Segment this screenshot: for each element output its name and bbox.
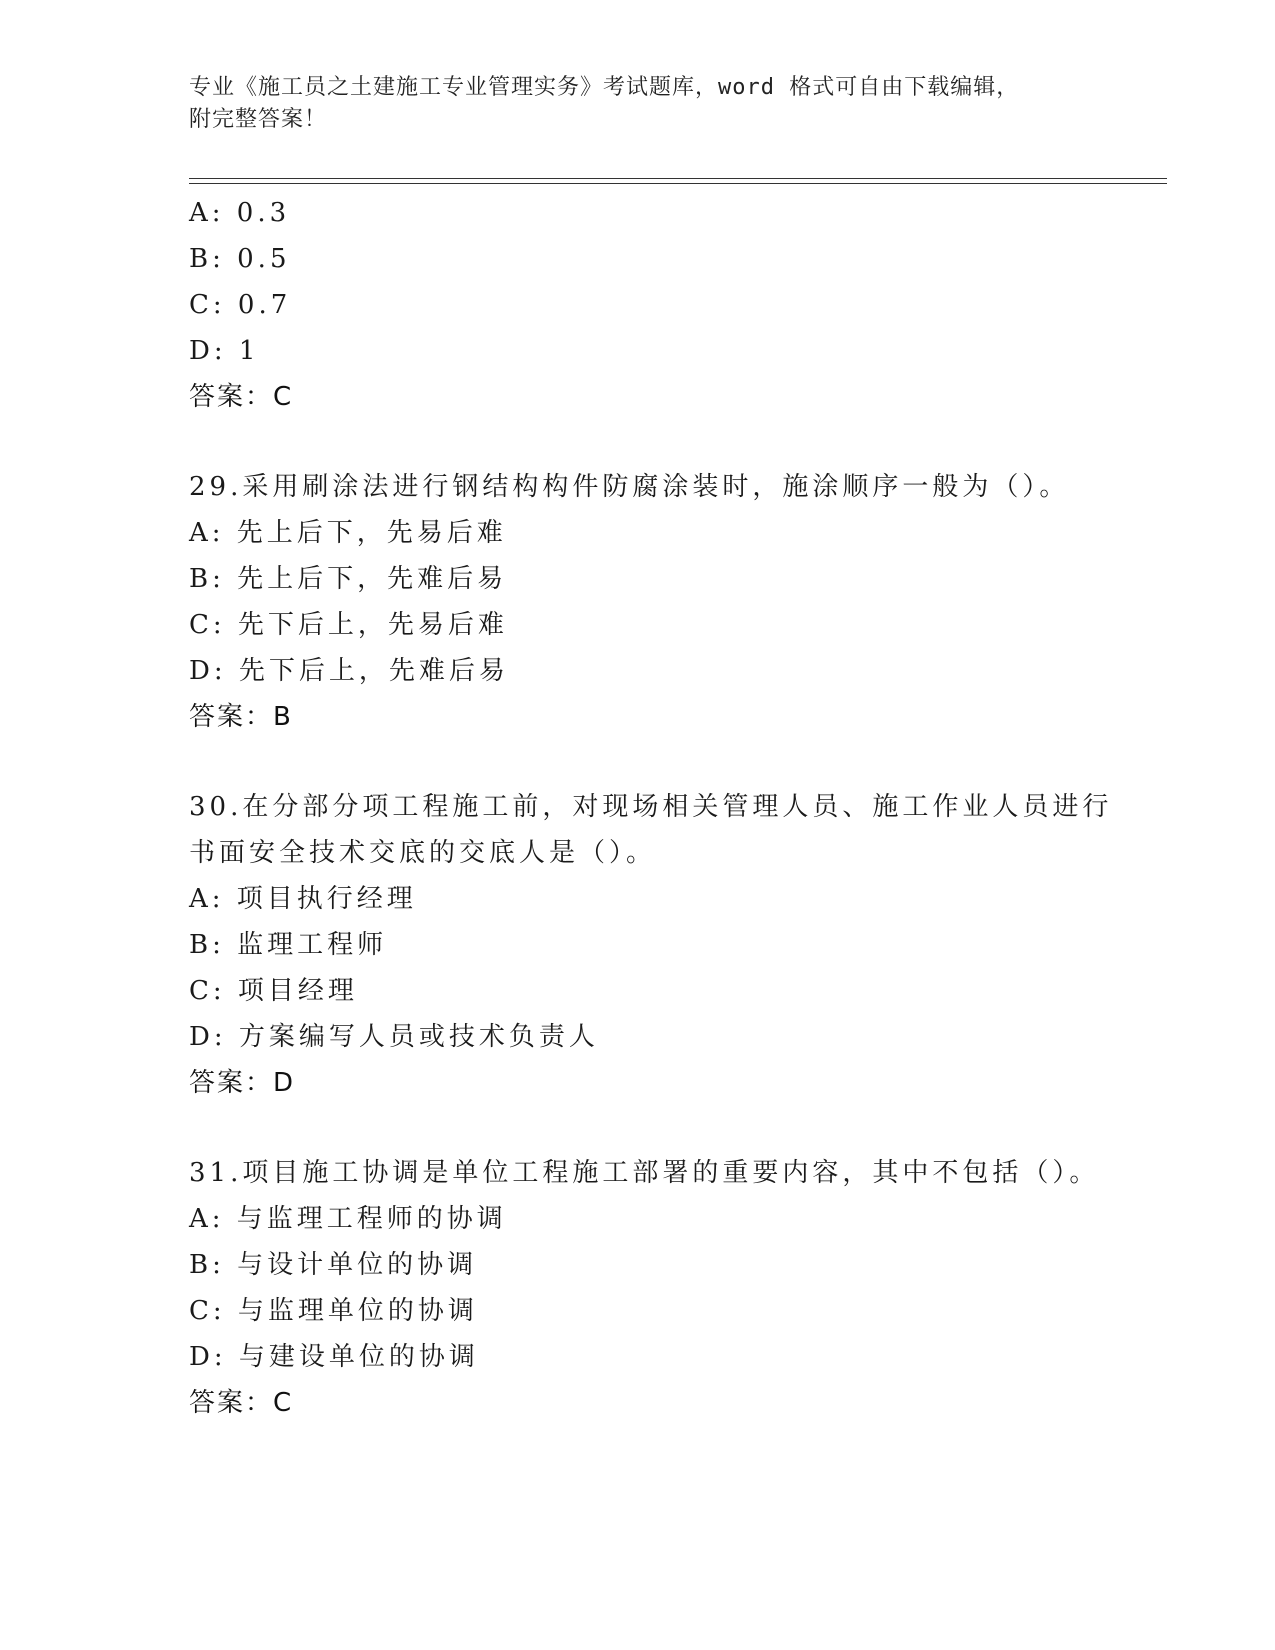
question-29	[189, 464, 1149, 740]
option-a: A: 项目执行经理	[189, 884, 417, 914]
page-header	[189, 72, 1089, 136]
option-c: C: 与监理单位的协调	[189, 1296, 478, 1326]
header-line-1: 专业《施工员之土建施工专业管理实务》考试题库，word 格式可自由下载编辑，	[189, 75, 1020, 100]
answer-label: 答案：C	[189, 1388, 294, 1418]
header-divider	[189, 178, 1167, 184]
answer-label: 答案：C	[189, 382, 294, 412]
question-text: 29.采用刷涂法进行钢结构构件防腐涂装时，施涂顺序一般为（）。	[189, 472, 1070, 502]
option-d: D: 方案编写人员或技术负责人	[189, 1022, 599, 1052]
option-c: C: 先下后上，先易后难	[189, 610, 508, 640]
answer-label: 答案：B	[189, 702, 293, 732]
option-a: A: 0.3	[189, 198, 291, 228]
option-d: D: 1	[189, 336, 260, 366]
question-text-line-1: 30.在分部分项工程施工前，对现场相关管理人员、施工作业人员进行	[189, 792, 1113, 822]
option-d: D: 先下后上，先难后易	[189, 656, 509, 686]
option-b: B: 与设计单位的协调	[189, 1250, 478, 1280]
question-list	[189, 190, 1149, 1426]
option-d: D: 与建设单位的协调	[189, 1342, 479, 1372]
option-a: A: 与监理工程师的协调	[189, 1204, 507, 1234]
question-30	[189, 784, 1149, 1106]
option-b: B: 先上后下，先难后易	[189, 564, 508, 594]
option-b: B: 0.5	[189, 244, 291, 274]
answer-label: 答案：D	[189, 1068, 296, 1098]
option-b: B: 监理工程师	[189, 930, 388, 960]
option-c: C: 0.7	[189, 290, 292, 320]
question-31	[189, 1150, 1149, 1426]
question-28-continuation	[189, 190, 1149, 420]
question-text: 31.项目施工协调是单位工程施工部署的重要内容，其中不包括（）。	[189, 1158, 1100, 1188]
header-line-2: 附完整答案！	[189, 107, 328, 132]
option-c: C: 项目经理	[189, 976, 358, 1006]
option-a: A: 先上后下，先易后难	[189, 518, 507, 548]
question-text-line-2: 书面安全技术交底的交底人是（）。	[189, 838, 657, 868]
